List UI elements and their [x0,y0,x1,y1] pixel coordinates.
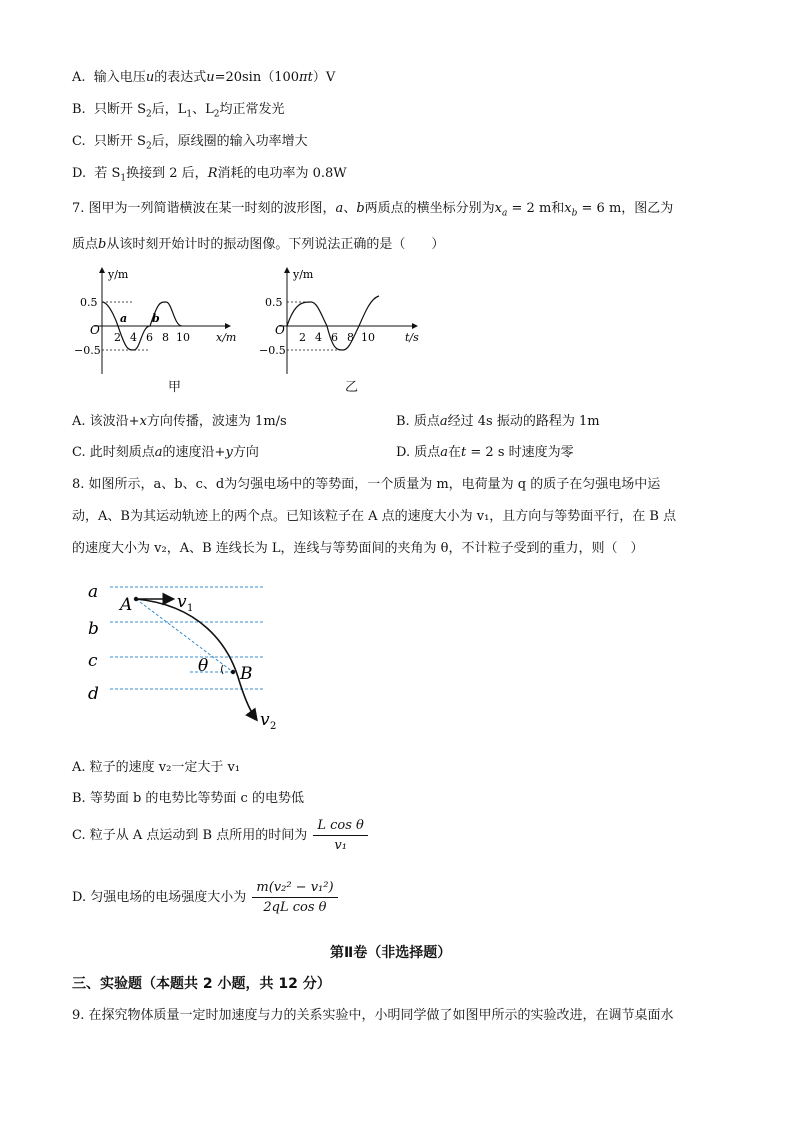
q8-option-a: A. 粒子的速度 v₂一定大于 v₁ [72,760,241,775]
q8-option-b: B. 等势面 b 的电势比等势面 c 的电势低 [72,791,304,806]
label-b: b [88,619,99,639]
point-a-label: a [120,312,128,325]
point-b-label: b [152,312,160,325]
q7-stem-line2: 质点b从该时刻开始计时的振动图像。下列说法正确的是（ ） [72,237,445,252]
label-v2: v [260,710,270,730]
y-tick-pos: 0.5 [265,296,283,309]
label-theta: θ [198,656,209,676]
t-tick: 6 [331,331,338,344]
origin-label: O [275,323,285,337]
trajectory [136,599,256,719]
label-c: c [88,651,98,671]
label-v1-sub: 1 [187,603,194,614]
x-label: x/m [216,331,237,344]
x-tick: 10 [176,331,190,344]
q6-option-d: D. 若 $S_1$换接到 2 后，R消耗的电功率为 0.8W [72,166,347,184]
q8-stem-line2: 动，A、B为其运动轨迹上的两个点。已知该粒子在 A 点的速度大小为 v₁，且方向与等势面平行，在 B 点 [72,509,677,524]
label-v2-sub: 2 [270,721,277,732]
q7-option-c: C. 此时刻质点a的速度沿+y方向 [72,445,259,460]
y-label: y/m [293,268,314,281]
part3-heading: 三、实验题（本题共 2 小题，共 12 分） [72,976,331,992]
vibration-graph-yi [255,262,435,380]
q9-stem-line1: 9. 在探究物体质量一定时加速度与力的关系实验中，小明同学做了如图甲所示的实验改进，在调节桌面水 [72,1008,674,1023]
y-tick-neg: −0.5 [259,344,286,357]
y-label: y/m [108,268,129,281]
x-tick: 2 [114,331,121,344]
t-tick: 2 [299,331,306,344]
wave-graph-jia [70,262,250,380]
q7-option-a: A. 该波沿+x方向传播，波速为 1m/s [72,414,287,429]
q8-stem-line1: 8. 如图所示，a、b、c、d为匀强电场中的等势面，一个质量为 m，电荷量为 q 的质子在匀强电场中运 [72,477,661,492]
t-tick: 8 [347,331,354,344]
x-tick: 6 [146,331,153,344]
label-a: a [88,582,99,602]
point-A [134,597,138,601]
q6-option-c: C. 只断开 $S_2$后，原线圈的输入功率增大 [72,134,308,152]
fraction-time: $\frac{\text{L cos θ}}{\text{v₁}}$ [313,818,368,853]
q8-option-c: C. 粒子从 A 点运动到 B 点所用的时间为 $\frac{\text{L cos θ}}{\text{v₁}}$ [72,818,368,853]
label-v1: v [177,592,187,612]
q6-option-b: B. 只断开 $S_2$后，$L_1$、$L_2$均正常发光 [72,102,285,120]
label-d: d [88,684,99,704]
q6-option-a: A. 输入电压u的表达式u=20sin（100πt）V [72,70,336,85]
x-tick: 8 [162,331,169,344]
part2-heading: 第Ⅱ卷（非选择题） [330,945,452,961]
fraction-field: $\frac{\text{m(v₂² − v₁²)}}{\text{2qL cos θ}}$ [252,880,337,915]
y-tick-pos: 0.5 [80,296,98,309]
q7-option-b: B. 质点a经过 4s 振动的路程为 1m [396,414,600,429]
t-label: t/s [405,331,419,344]
label-B: B [240,664,253,684]
electric-field-figure [80,575,280,735]
q8-option-d: D. 匀强电场的电场强度大小为 $\frac{\text{m(v₂² − v₁²)}}{\text{2qL cos θ}}$ [72,880,338,915]
q7-option-d: D. 质点a在t = 2 s 时速度为零 [396,445,574,460]
origin-label: O [90,323,100,337]
point-B [231,670,235,674]
caption-yi: 乙 [345,380,359,395]
t-tick: 4 [315,331,322,344]
label-A: A [120,595,133,615]
x-tick: 4 [130,331,137,344]
t-tick: 10 [361,331,375,344]
y-tick-neg: −0.5 [74,344,101,357]
q8-stem-line3: 的速度大小为 v₂，A、B 连线长为 L，连线与等势面间的夹角为 θ，不计粒子受到的重力，则（ ） [72,541,644,556]
caption-jia: 甲 [168,380,182,395]
q7-stem-line1: 7. 图甲为一列简谐横波在某一时刻的波形图，a、b两质点的横坐标分别为$x_a = 2$ m和$x_b = 6$ m，图乙为 [72,201,674,219]
theta-arc [222,665,224,674]
